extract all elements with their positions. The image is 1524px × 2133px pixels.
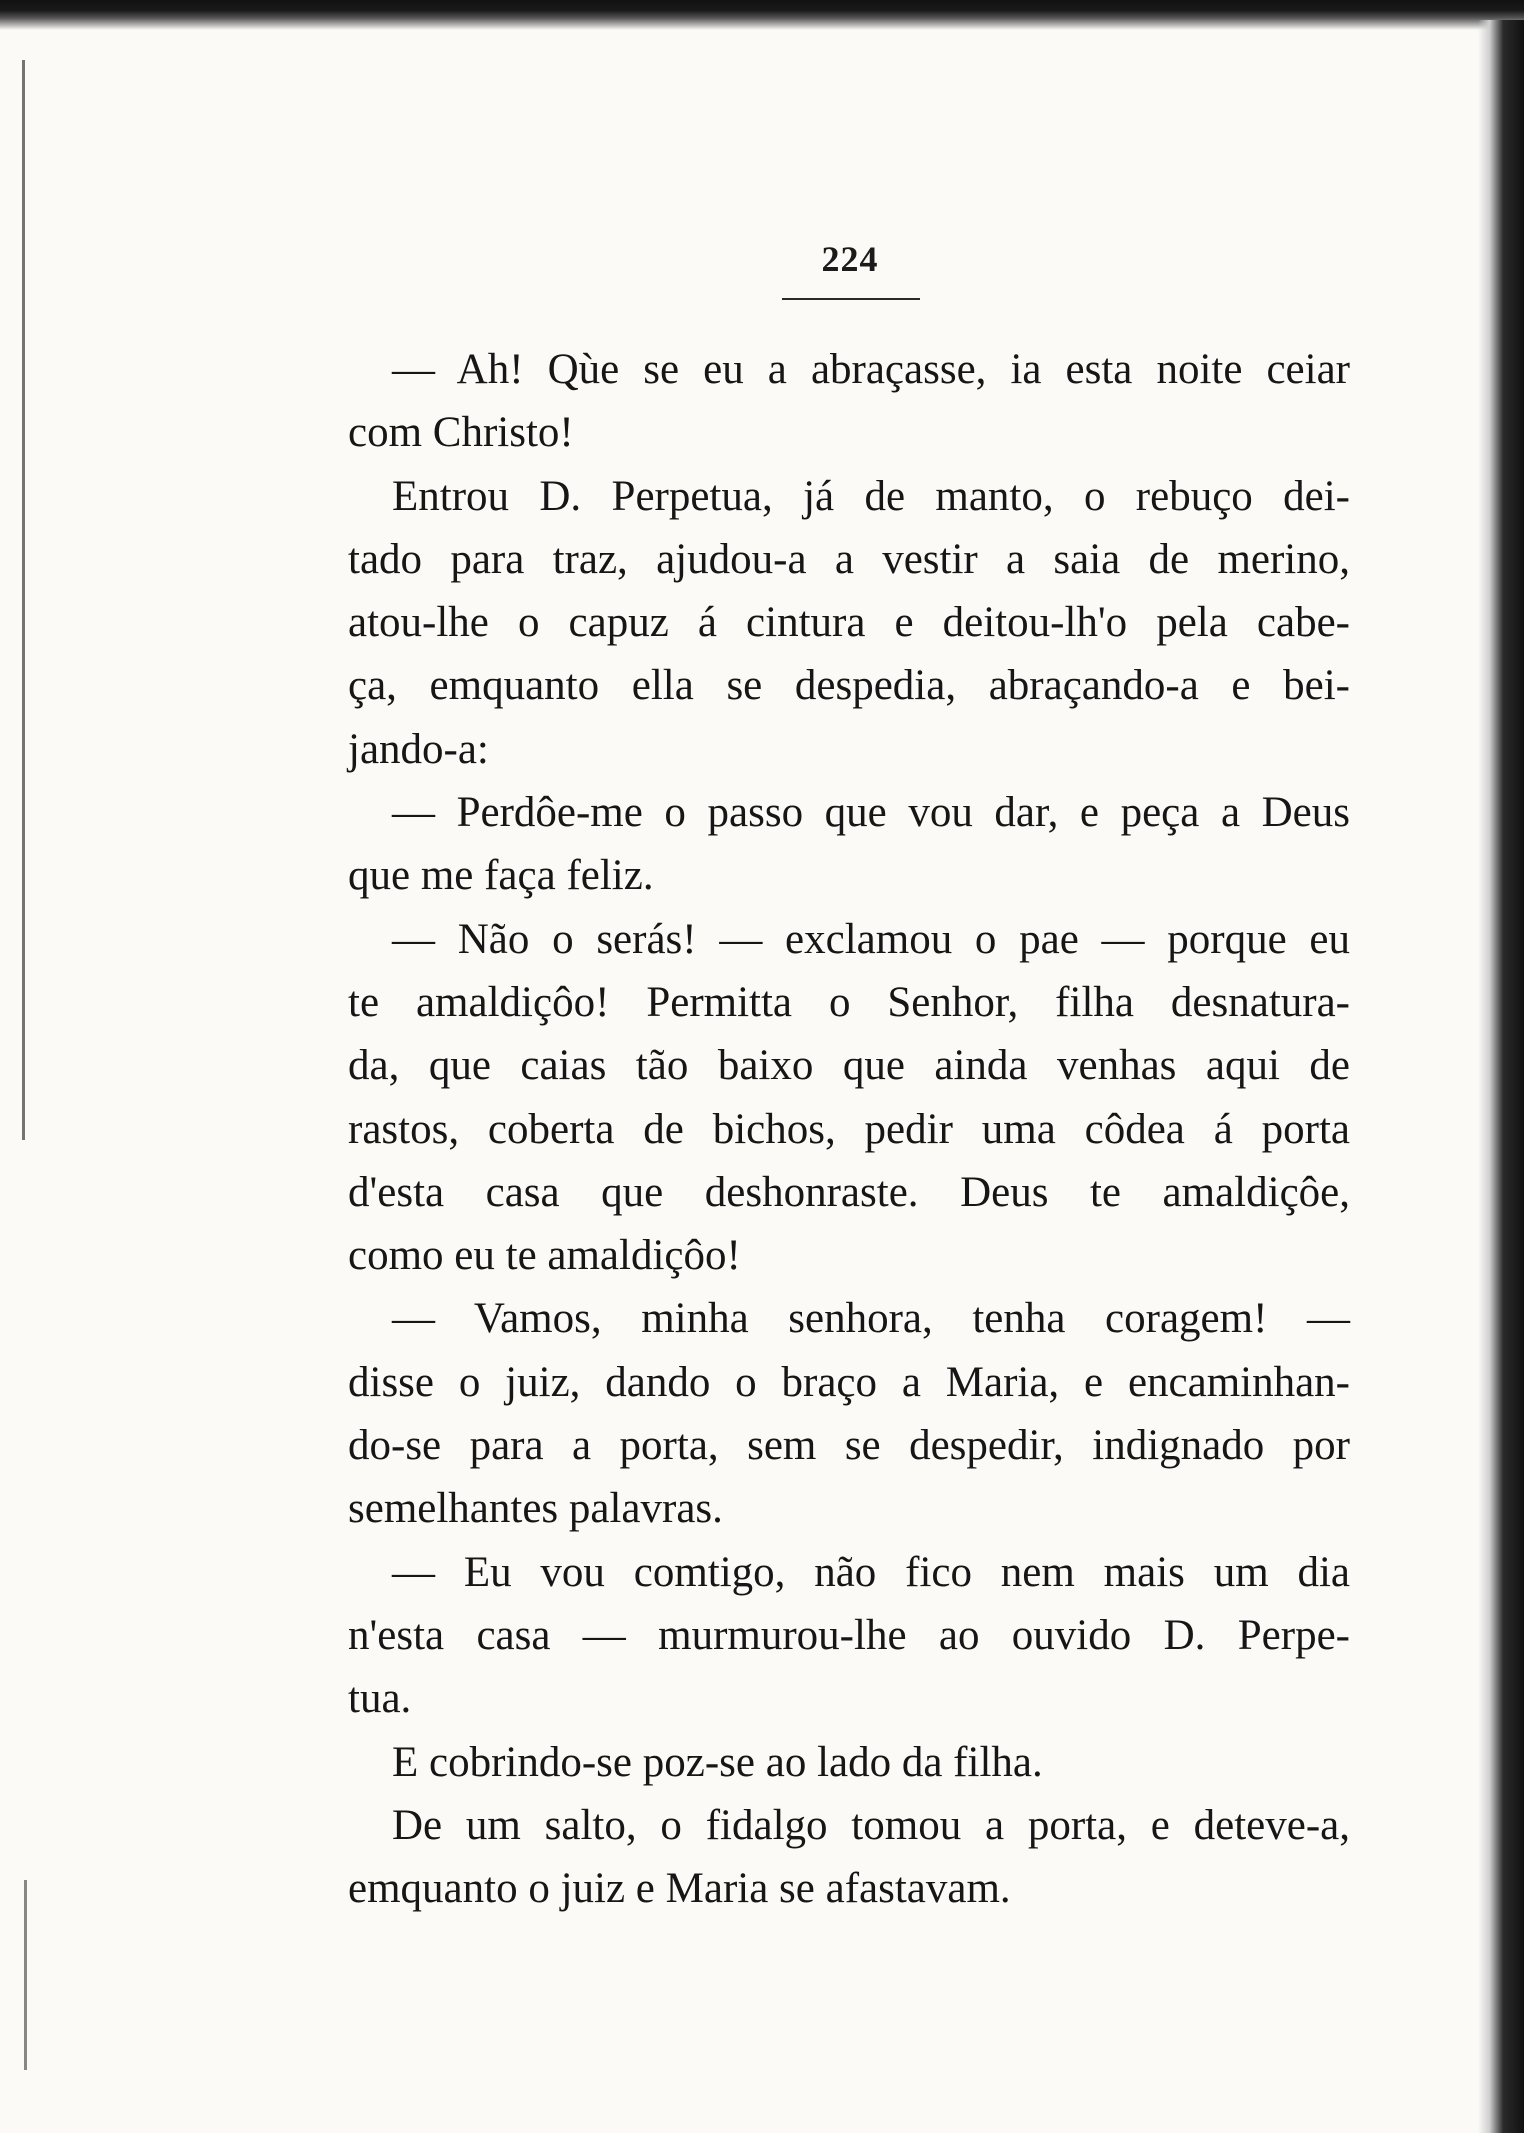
text-line: disse o juiz, dando o braço a Maria, e encaminhan- bbox=[348, 1358, 1350, 1406]
text-line: que me faça feliz. bbox=[348, 852, 654, 900]
text-line: — Não o serás! — exclamou o pae — porque eu bbox=[392, 915, 1350, 963]
text-line: Entrou D. Perpetua, já de manto, o rebuço dei- bbox=[392, 472, 1350, 520]
page-number-rule bbox=[782, 298, 920, 300]
text-line: te amaldiçôo! Permitta o Senhor, filha desnatura- bbox=[348, 978, 1350, 1026]
text-line: jando-a: bbox=[348, 725, 489, 773]
text-line: rastos, coberta de bichos, pedir uma côdea á porta bbox=[348, 1105, 1350, 1153]
body-text bbox=[348, 338, 1350, 1920]
text-line: ça, emquanto ella se despedia, abraçando-a e bei- bbox=[348, 662, 1350, 710]
text-line: E cobrindo-se poz-se ao lado da filha. bbox=[392, 1738, 1043, 1786]
text-line: — Vamos, minha senhora, tenha coragem! — bbox=[392, 1295, 1350, 1343]
scan-right-edge bbox=[1478, 20, 1524, 2133]
text-line: atou-lhe o capuz á cintura e deitou-lh'o pela cabe- bbox=[348, 599, 1350, 647]
text-line: — Ah! Qùe se eu a abraçasse, ia esta noite ceiar bbox=[392, 346, 1350, 393]
scan-left-edge bbox=[22, 60, 31, 1140]
text-line: como eu te amaldiçôo! bbox=[348, 1232, 741, 1280]
text-line: — Eu vou comtigo, não fico nem mais um dia bbox=[392, 1548, 1350, 1596]
text-line: emquanto o juiz e Maria se afastavam. bbox=[348, 1865, 1011, 1913]
text-line: semelhantes palavras. bbox=[348, 1485, 723, 1533]
text-line: do-se para a porta, sem se despedir, indignado por bbox=[348, 1422, 1350, 1470]
page-number: 224 bbox=[821, 239, 879, 279]
text-line: — Perdôe-me o passo que vou dar, e peça a Deus bbox=[392, 789, 1350, 837]
text-line: tado para traz, ajudou-a a vestir a saia de merino, bbox=[348, 535, 1350, 583]
scan-top-edge bbox=[0, 0, 1524, 30]
text-line: com Christo! bbox=[348, 409, 574, 457]
text-line: n'esta casa — murmurou-lhe ao ouvido D. Perpe- bbox=[348, 1611, 1350, 1659]
text-line: d'esta casa que deshonraste. Deus te amaldiçôe, bbox=[348, 1168, 1350, 1216]
text-line: De um salto, o fidalgo tomou a porta, e deteve-a, bbox=[392, 1801, 1350, 1849]
text-line: da, que caias tão baixo que ainda venhas aqui de bbox=[348, 1042, 1350, 1090]
text-line: tua. bbox=[348, 1675, 412, 1723]
scan-left-edge-lower bbox=[24, 1880, 31, 2070]
